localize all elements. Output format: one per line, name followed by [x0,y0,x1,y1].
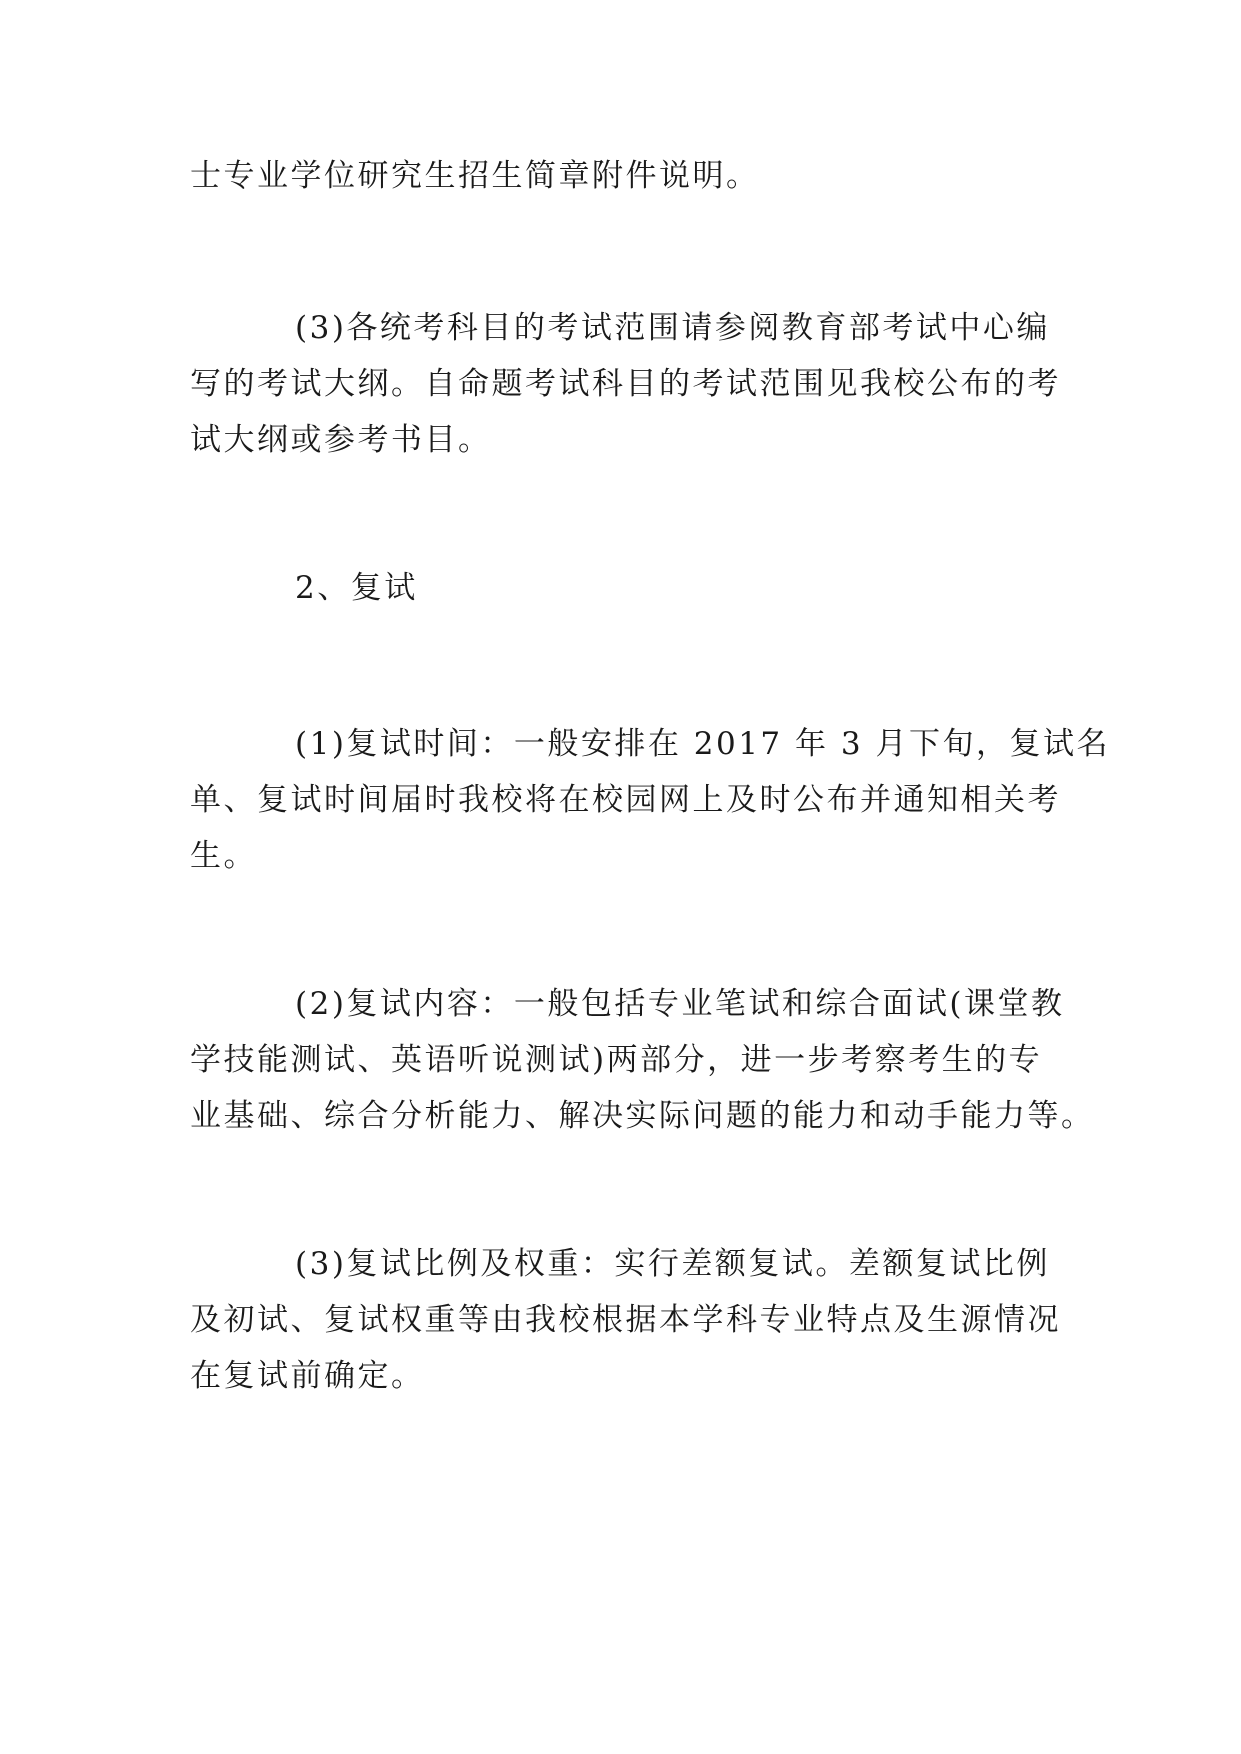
text-line: (1)复试时间：一般安排在 2017 年 3 月下旬，复试名 [295,726,1110,762]
paragraph-retest-content [190,976,1095,1144]
text-line: (2)复试内容：一般包括专业笔试和综合面试(课堂教 [295,986,1065,1022]
text-line: 及初试、复试权重等由我校根据本学科专业特点及生源情况 [190,1302,1061,1338]
text-line: 学技能测试、英语听说测试)两部分，进一步考察考生的专 [190,1042,1043,1078]
text-line: 生。 [190,838,257,874]
text-line: 2、复试 [295,570,418,606]
paragraph-continuation [190,148,1052,204]
text-line: 士专业学位研究生招生简章附件说明。 [190,158,760,194]
text-line: (3)各统考科目的考试范围请参阅教育部考试中心编 [295,310,1050,346]
text-line: 在复试前确定。 [190,1358,425,1394]
text-line: 单、复试时间届时我校将在校园网上及时公布并通知相关考 [190,782,1061,818]
paragraph-retest-time [190,716,1110,884]
text-line: 写的考试大纲。自命题考试科目的考试范围见我校公布的考 [190,366,1061,402]
paragraph-exam-scope [190,300,1061,468]
paragraph-retest-ratio [190,1236,1061,1404]
text-line: 业基础、综合分析能力、解决实际问题的能力和动手能力等。 [190,1098,1095,1134]
section-heading-retest [190,560,1052,616]
text-line: (3)复试比例及权重：实行差额复试。差额复试比例 [295,1246,1050,1282]
text-line: 试大纲或参考书目。 [190,422,492,458]
